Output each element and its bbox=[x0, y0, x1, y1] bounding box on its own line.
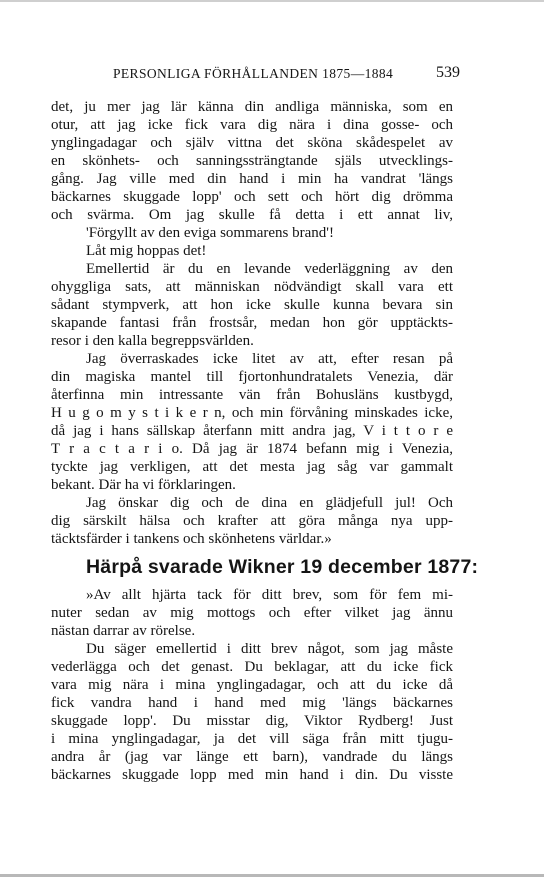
text-line: otur, att jag icke fick vara dig nära i dina gosse- och bbox=[51, 117, 453, 133]
text-line: ohyggliga sats, att människan nödvändigt skall vara ett bbox=[51, 279, 453, 295]
text-line: din magiska mantel till fjortonhundratalets Venezia, där bbox=[51, 369, 453, 385]
running-head: PERSONLIGA FÖRHÅLLANDEN 1875—1884 bbox=[113, 66, 394, 81]
text-line: H u g o m y s t i k e r n, och min förvåning minskades icke, bbox=[51, 405, 453, 421]
text-line: nuter sedan av mig mottogs och efter vilket jag ännu bbox=[51, 605, 453, 621]
text-line: täcktsfärder i tankens och skönhetens världar.» bbox=[51, 531, 332, 547]
text-line: det, ju mer jag lär känna din andliga människa, som en bbox=[51, 99, 453, 115]
text-line: bäckarnes skuggade lopp med min hand i din. Du visste bbox=[51, 767, 453, 783]
text-line: skapande fantasi från frostsår, medan hon gör upptäckts- bbox=[51, 315, 453, 331]
page-number: 539 bbox=[436, 64, 460, 81]
text-line: återfinna min intressante vän från Bohusläns kustbygd, bbox=[51, 387, 453, 403]
text-line: då jag i hans sällskap återfann mitt andra jag, V i t t o r e bbox=[51, 423, 453, 439]
text-line: andra år (jag var länge ett barn), vandrade du längs bbox=[51, 749, 453, 765]
text-line: bäckarnes skuggade lopp' och sett och hört dig drömma bbox=[51, 189, 453, 205]
text-line: skuggade lopp'. Du misstar dig, Viktor Rydberg! Just bbox=[51, 713, 453, 729]
paragraph-start-line: Du säger emellertid i ditt brev något, som jag måste bbox=[86, 641, 453, 657]
text-line: gång. Jag ville med din hand i min ha vandrat 'längs bbox=[51, 171, 453, 187]
quote-line: 'Förgyllt av den eviga sommarens brand'! bbox=[86, 225, 334, 241]
text-line: fick vandra hand i hand med mig 'längs bäckarnes bbox=[51, 695, 453, 711]
paragraph-start-line: »Av allt hjärta tack för ditt brev, som för fem mi- bbox=[86, 587, 453, 603]
section-heading: Härpå svarade Wikner 19 december 1877: bbox=[86, 556, 479, 578]
paragraph-start-line: Jag önskar dig och de dina en glädjefull jul! Och bbox=[86, 495, 453, 511]
text-line: ynglingadagar och själv vittna det sköna skådespelet av bbox=[51, 135, 453, 151]
paragraph-start-line: Emellertid är du en levande vederläggning av den bbox=[86, 261, 453, 277]
text-line: och svärma. Om jag skulle få detta i ett annat liv, bbox=[51, 207, 453, 223]
text-line: nästan darrar av rörelse. bbox=[51, 623, 196, 639]
text-line: T r a c t a r i o. Då jag är 1874 befann mig i Venezia, bbox=[51, 441, 453, 457]
text-line: tyckte jag verkligen, att det mesta jag såg var gammalt bbox=[51, 459, 453, 475]
text-line: dig särskilt hälsa och krafter att göra många nya upp- bbox=[51, 513, 453, 529]
text-line: resor i den kalla begreppsvärlden. bbox=[51, 333, 254, 349]
page-header bbox=[58, 64, 460, 86]
text-line: en skönhets- och sanningssträngtande själs utvecklings- bbox=[51, 153, 453, 169]
text-line: sådant stympverk, att hon icke skulle kunna bevara sin bbox=[51, 297, 453, 313]
text-line: bekant. Där ha vi förklaringen. bbox=[51, 477, 236, 493]
paragraph-start-line: Jag överraskades icke litet av att, efter resan på bbox=[86, 351, 453, 367]
text-line: vederlägga och det genast. Du beklagar, att du icke fick bbox=[51, 659, 453, 675]
text-line: Låt mig hoppas det! bbox=[86, 243, 207, 259]
text-line: vara mig nära i mina ynglingadagar, och att du icke då bbox=[51, 677, 453, 693]
text-line: i mina ynglingadagar, ja det vill säga från mitt tjugu- bbox=[51, 731, 453, 747]
scan-edge-top bbox=[0, 0, 544, 2]
